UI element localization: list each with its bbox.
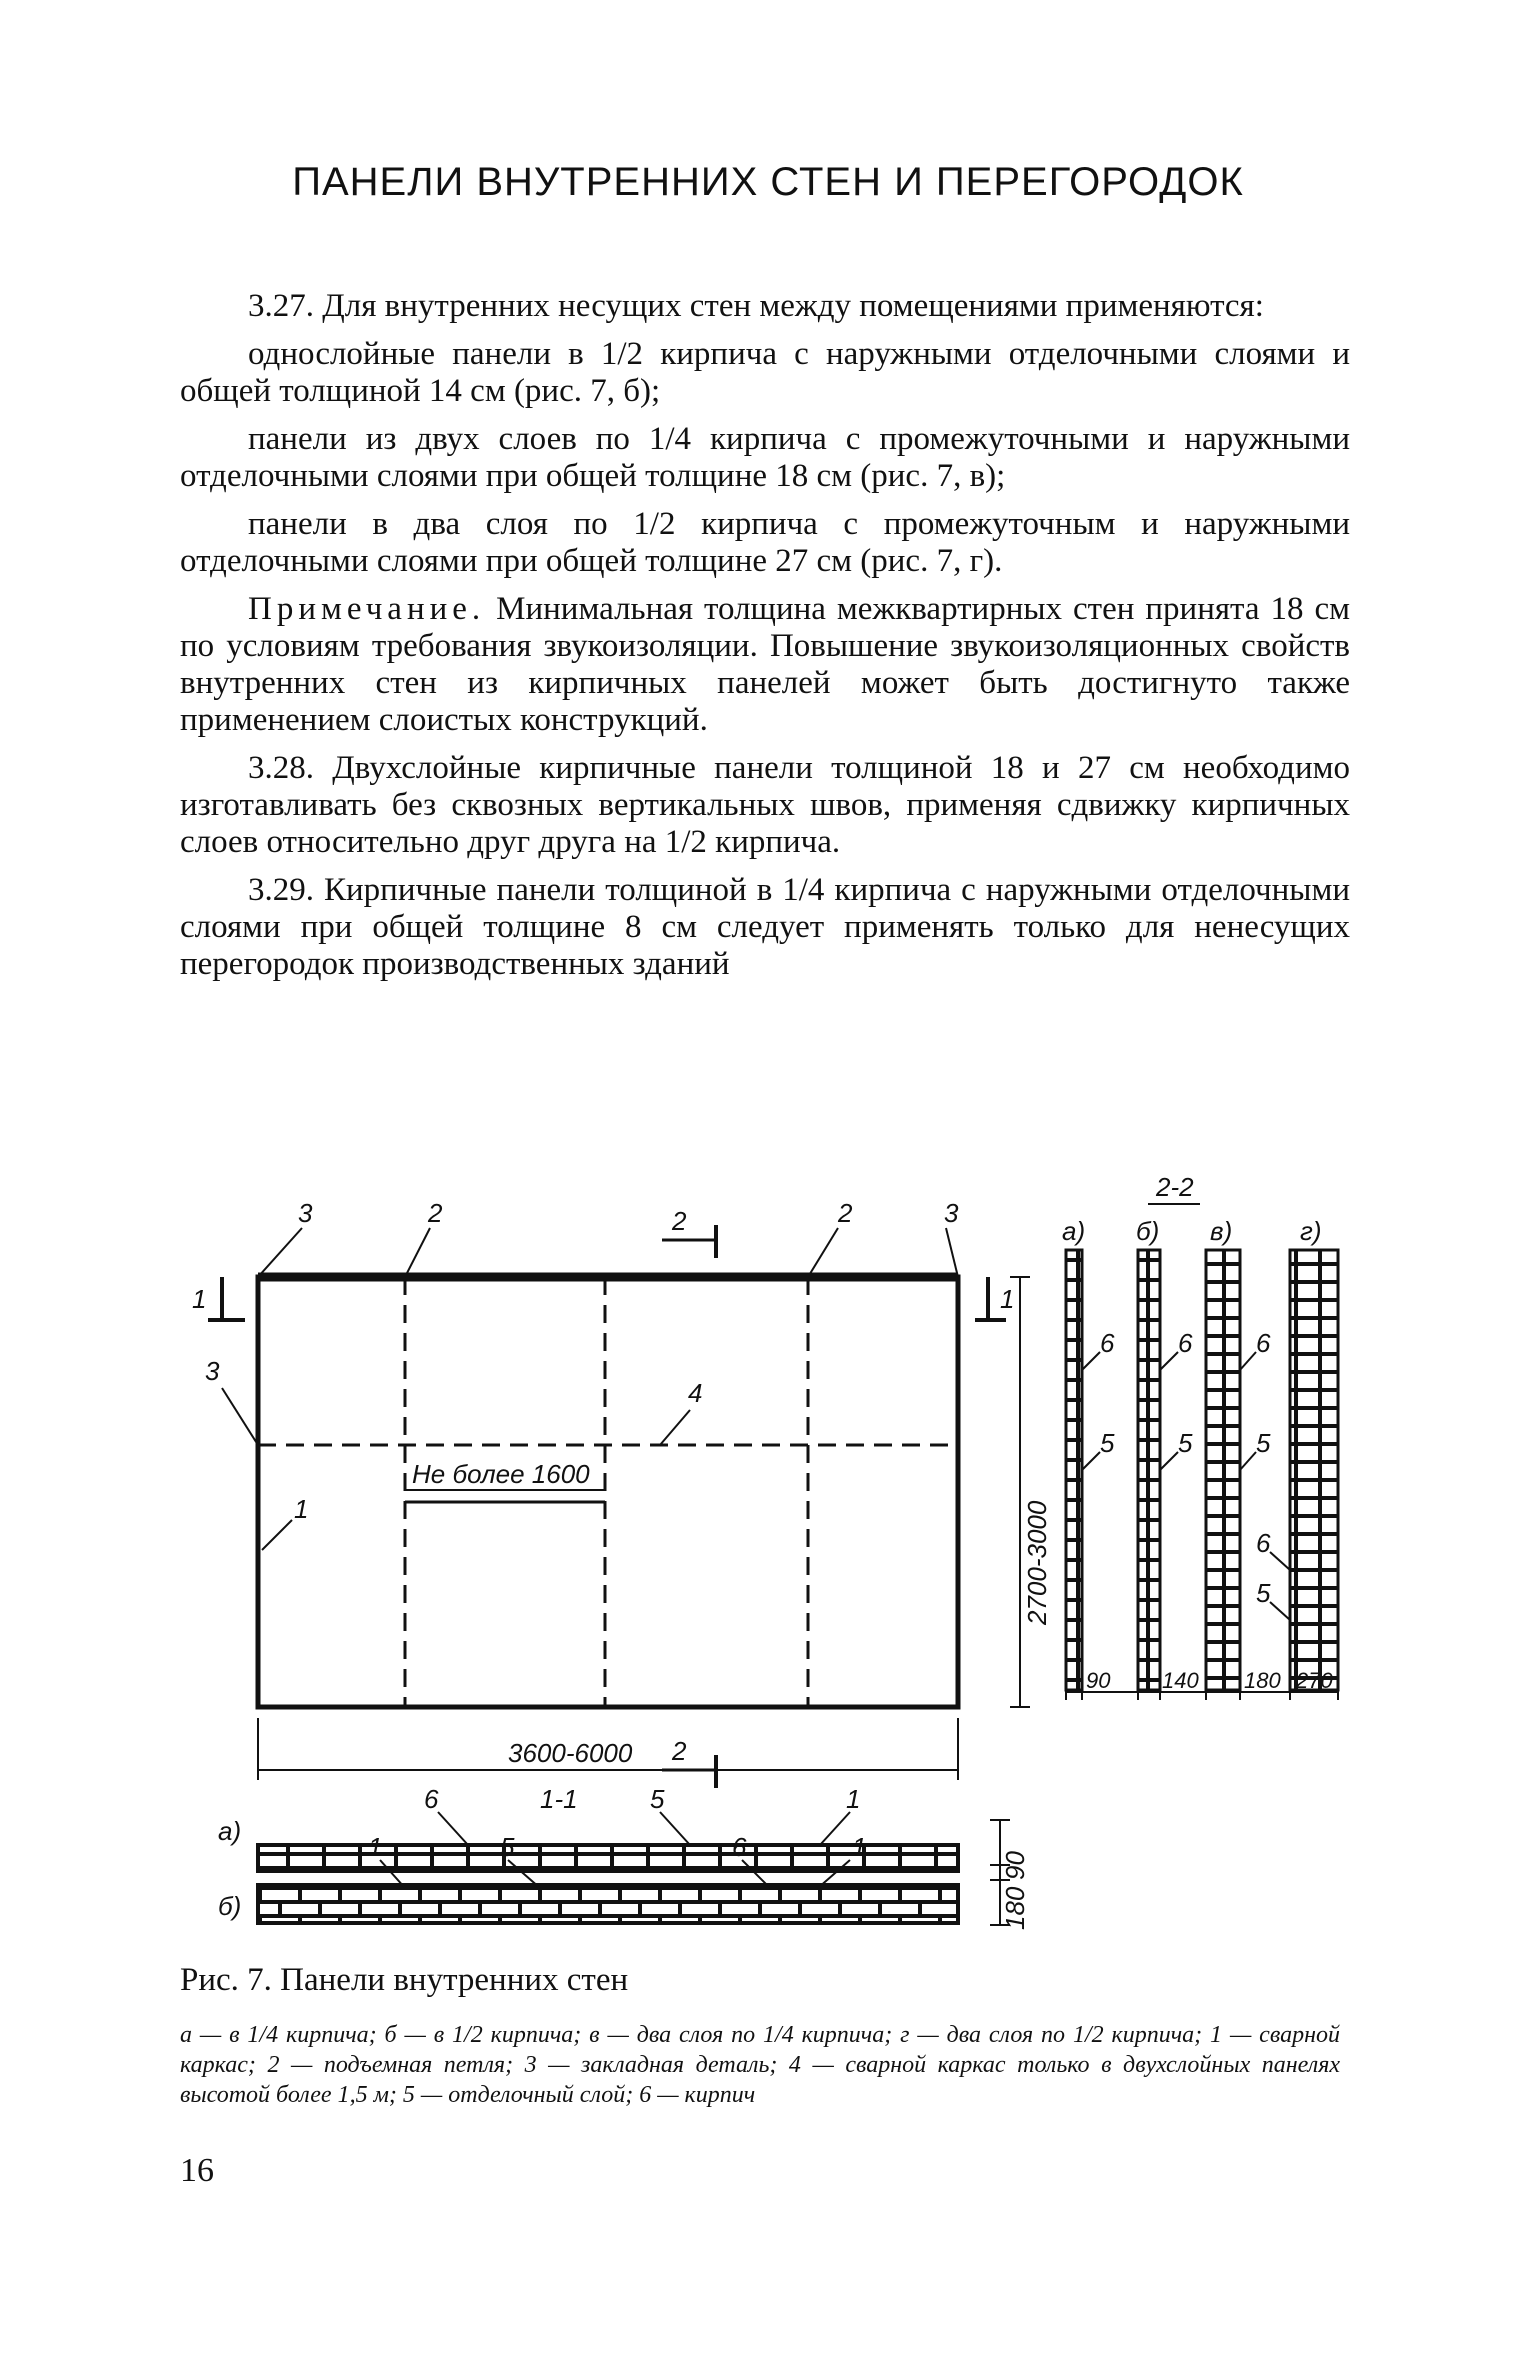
- thickness-180-section: 180: [1000, 1886, 1030, 1930]
- thickness-140: 140: [1162, 1668, 1199, 1693]
- marker-1-section-b-right: 1: [852, 1832, 867, 1862]
- body-text: [180, 288, 1350, 994]
- marker-2-left: 2: [428, 1198, 443, 1228]
- variant-v-label: в): [1210, 1216, 1233, 1246]
- section-1-1-title: 1-1: [540, 1784, 578, 1814]
- spacing-note: Не более 1600: [412, 1459, 590, 1489]
- marker-1-inner: 1: [294, 1494, 309, 1524]
- note-text: Минимальная толщина межквартирных стен принята 18 см по условиям требования звукоизоляции. Повышение звукоизоляционных свойств внутренних стен из кирпичных панелей может быть достигнуто также применением слоистых конструкций.: [180, 591, 1350, 738]
- marker-5-b: 5: [1178, 1428, 1193, 1458]
- note-label: Примечание.: [248, 591, 486, 627]
- marker-6-b: 6: [1178, 1328, 1193, 1358]
- marker-3-left: 3: [298, 1198, 313, 1228]
- page-number: 16: [180, 2152, 214, 2189]
- section-2-2-drawing: [0, 1140, 1536, 1700]
- marker-1-section-a: 1: [846, 1784, 861, 1814]
- marker-6-a: 6: [1100, 1328, 1115, 1358]
- thickness-180: 180: [1244, 1668, 1281, 1693]
- marker-6-v: 6: [1256, 1328, 1271, 1358]
- thickness-270: 270: [1296, 1668, 1333, 1693]
- marker-6-g: 6: [1256, 1528, 1271, 1558]
- cut-label-1-right: 1: [1000, 1284, 1015, 1314]
- cut-label-2-bottom: 2: [672, 1736, 687, 1766]
- marker-5-section-b: 5: [500, 1832, 515, 1862]
- marker-2-right: 2: [838, 1198, 853, 1228]
- variant-a-label: а): [1062, 1216, 1086, 1246]
- marker-6-section-b: 6: [732, 1832, 747, 1862]
- section-heading: ПАНЕЛИ ВНУТРЕННИХ СТЕН И ПЕРЕГОРОДОК: [292, 160, 1244, 204]
- variant-b-label-section: б): [218, 1891, 242, 1921]
- marker-3-right: 3: [944, 1198, 959, 1228]
- marker-5-a: 5: [1100, 1428, 1115, 1458]
- thickness-90: 90: [1086, 1668, 1111, 1693]
- variant-a-label-section: а): [218, 1816, 242, 1846]
- variant-b-label: б): [1136, 1216, 1160, 1246]
- list-item-two-quarter-layers: панели из двух слоев по 1/4 кирпича с промежуточными и наружными отделочными слоями при общей толщине 18 см (рис. 7, в);: [180, 421, 1350, 494]
- list-item-two-half-layers: панели в два слоя по 1/2 кирпича с промежуточным и наружными отделочными слоями при общей толщине 27 см (рис. 7, г).: [180, 506, 1350, 579]
- marker-5-g: 5: [1256, 1578, 1271, 1608]
- cut-label-1-left: 1: [192, 1284, 207, 1314]
- thickness-90-section: 90: [1000, 1851, 1030, 1880]
- paragraph-3-28: 3.28. Двухслойные кирпичные панели толщиной 18 и 27 см необходимо изготавливать без сквозных вертикальных швов, применяя сдвижку кирпичных слоев относительно друг друга на 1/2 кирпича.: [180, 750, 1350, 860]
- list-item-single-layer: однослойные панели в 1/2 кирпича с наружными отделочными слоями и общей толщиной 14 см (рис. 7, б);: [180, 336, 1350, 409]
- cut-label-2-top: 2: [672, 1206, 687, 1236]
- marker-4: 4: [688, 1378, 703, 1408]
- marker-6-section-a: 6: [424, 1784, 439, 1814]
- note-paragraph: [180, 591, 1350, 739]
- marker-5-section-a: 5: [650, 1784, 665, 1814]
- paragraph-3-29: 3.29. Кирпичные панели толщиной в 1/4 кирпича с наружными отделочными слоями при общей толщине 8 см следует применять только для ненесущих перегородок производственных зданий: [180, 872, 1350, 982]
- section-2-2-title: 2-2: [1156, 1172, 1194, 1202]
- figure-caption-legend: а — в 1/4 кирпича; б — в 1/2 кирпича; в — два слоя по 1/4 кирпича; г — два слоя по 1/2 кирпича; 1 — сварной каркас; 2 — подъемная петля; 3 — закладная деталь; 4 — сварной каркас только в двухслойных панелях высотой более 1,5 м; 5 — отделочный слой; 6 — кирпич: [180, 2022, 1340, 2108]
- height-dimension: 2700-3000: [1022, 1500, 1052, 1625]
- marker-3-side: 3: [205, 1356, 220, 1386]
- paragraph-3-27: 3.27. Для внутренних несущих стен между помещениями применяются:: [248, 288, 1264, 324]
- marker-1-section-b-left: 1: [368, 1832, 383, 1862]
- marker-5-v: 5: [1256, 1428, 1271, 1458]
- variant-g-label: г): [1300, 1216, 1322, 1246]
- width-dimension: 3600-6000: [508, 1738, 633, 1768]
- figure-caption-title: Рис. 7. Панели внутренних стен: [180, 1962, 629, 1998]
